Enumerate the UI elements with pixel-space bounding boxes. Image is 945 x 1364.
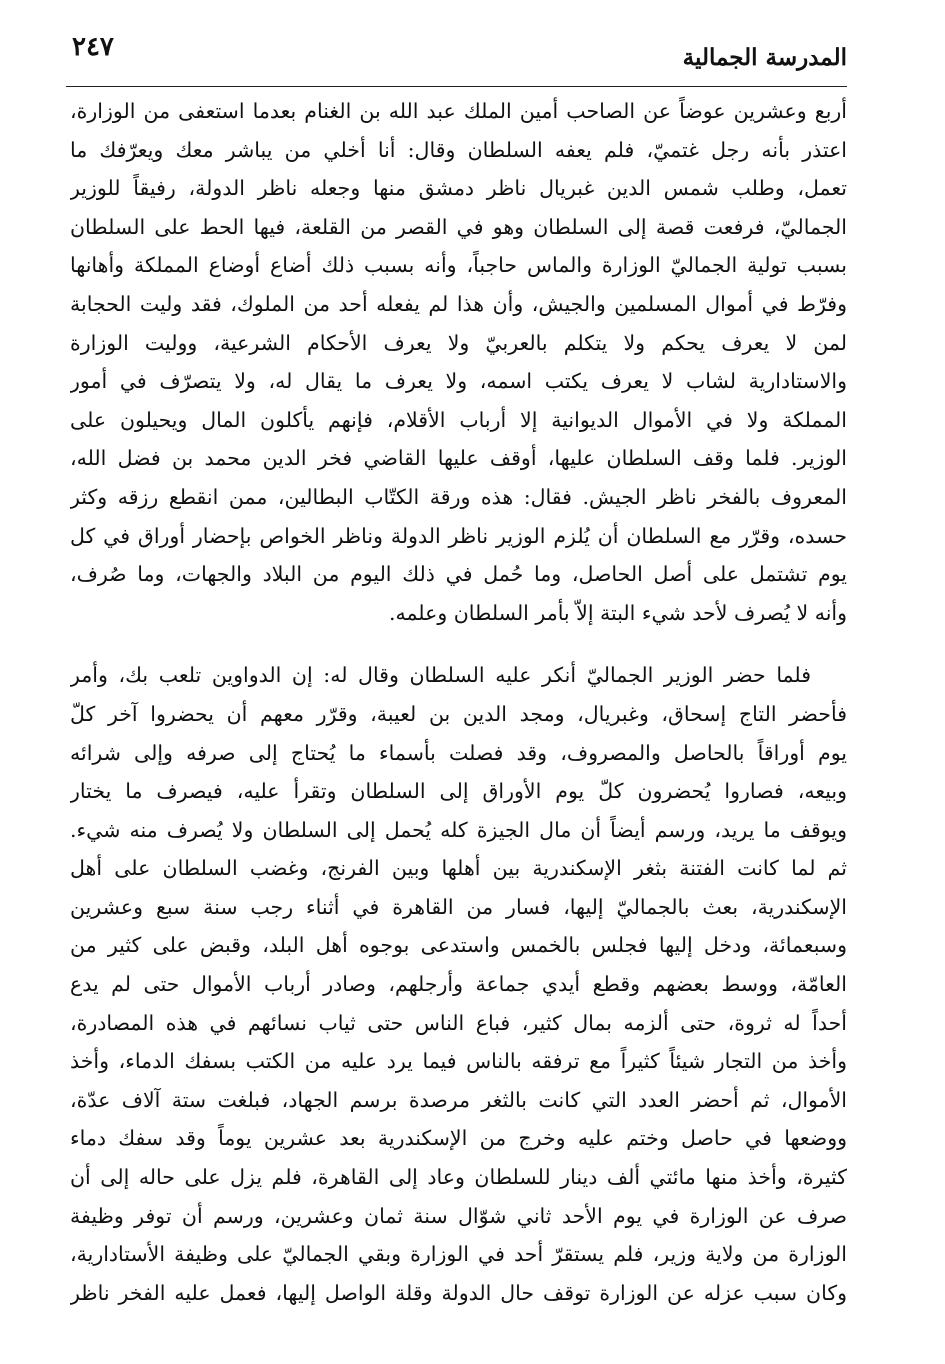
text-line: الجماليّ، فرفعت قصة إلى السلطان وهو في القصر من القلعة، فيها الحط على السلطان [70, 214, 847, 239]
paragraph-1 [70, 92, 847, 632]
text-line: صرف عن الوزارة في يوم الأحد ثاني شوّال سنة ثمان وعشرين، ورسم أن توفر وظيفة [70, 1203, 847, 1228]
text-line: فأحضر التاج إسحاق، وغبريال، ومجد الدين بن لعيبة، وقرّر معهم أن يحضروا آخر كلّ [70, 701, 847, 726]
text-line: وفرّط في أموال المسلمين والجيش، وأن هذا لم يفعله أحد من الملوك، فقد وليت الحجابة [70, 291, 847, 316]
text-line: أحداً له ثروة، حتى ألزمه بمال كثير، فباع الناس حتى ثياب نسائهم في هذه المصادرة، [70, 1010, 847, 1035]
text-line: ووضعها في حاصل وختم عليه وخرج من الإسكندرية بعد عشرين يوماً وقد سفك دماء [70, 1126, 847, 1151]
text-line: كثيرة، وأخذ منها مائتي ألف دينار للسلطان وعاد إلى القاهرة، فلم يزل على حاله إلى أن [70, 1165, 847, 1190]
text-line: وبيعه، فصاروا يُحضرون كلّ يوم الأوراق إلى السلطان وتقرأ عليه، فيصرف ما يختار [70, 779, 847, 804]
paragraph-gap [70, 632, 847, 656]
text-line: تعمل، وطلب شمس الدين غبريال ناظر دمشق منها وجعله ناظر الدولة، رفيقاً للوزير [70, 176, 847, 201]
text-line: يوم أوراقاً بالحاصل والمصروف، وقد فصلت بأسماء ما يُحتاج إلى صرفه وإلى شرائه [70, 740, 847, 765]
page-header [72, 26, 847, 76]
text-line: لمن لا يعرف يحكم ولا يتكلم بالعربيّ ولا يعرف الأحكام الشرعية، ووليت الوزارة [70, 330, 847, 355]
text-line: أربع وعشرين عوضاً عن الصاحب أمين الملك عبد الله بن الغنام بعدما استعفى من الوزارة، [70, 99, 847, 123]
text-line: المعروف بالفخر ناظر الجيش. فقال: هذه ورقة الكتّاب البطالين، ممن انقطع رزقه وكثر [70, 484, 847, 509]
text-line: اعتذر بأنه رجل غتميّ، فلم يعفه السلطان وقال: أنا أخلي من يباشر معك ويعرّفك ما [70, 137, 847, 162]
text-line: العامّة، ووسط بعضهم وقطع أيدي جماعة وأرجلهم، وصادر أرباب الأموال حتى لم يدع [70, 972, 847, 997]
text-line: والاستادارية لشاب لا يعرف يكتب اسمه، ولا يعرف ما يقال له، ولا يتصرّف في أمور [70, 369, 847, 394]
text-line: الوزارة من ولاية وزير، فلم يستقرّ أحد في الوزارة وبقي الجماليّ على وظيفة الأستادارية، [70, 1242, 847, 1267]
text-line: حسده، وقرّر مع السلطان أن يُلزم الوزير ناظر الدولة وناظر الخواص بإحضار أوراق في كل [70, 523, 847, 548]
text-line: فلما حضر الوزير الجماليّ أنكر عليه السلطان وقال له: إن الدواوين تلعب بك، وأمر [70, 663, 811, 688]
text-line: ثم لما كانت الفتنة بثغر الإسكندرية بين أهلها وبين الفرنج، وغضب السلطان على أهل [70, 856, 847, 881]
text-line: يوم تشتمل على أصل الحاصل، وما حُمل في ذلك اليوم من البلاد والجهات، وما صُرف، [70, 562, 847, 587]
paragraph-2 [70, 656, 847, 1312]
page-number: ٢٤٧ [72, 32, 114, 62]
text-line: وأخذ من التجار شيئاً كثيراً مع ترفقه بالناس فيما يرد عليه من الكتب بسفك الدماء، وأخذ [70, 1049, 847, 1074]
text-line: بسبب تولية الجماليّ الوزارة والماس حاجباً، وأنه بسبب ذلك أضاع أوضاع المملكة وأهانها [70, 253, 847, 278]
text-line: الوزير. فلما وقف السلطان عليها، أوقف عليها القاضي فخر الدين محمد بن فضل الله، [70, 446, 847, 471]
text-line: وكان سبب عزله عن الوزارة توقف حال الدولة وقلة الواصل إليها، فعمل عليه الفخر ناظر [70, 1280, 847, 1305]
text-line: الإسكندرية، بعث بالجماليّ إليها، فسار من القاهرة في أثناء رجب سنة سبع وعشرين [70, 894, 847, 919]
text-line: وسبعمائة، ودخل إليها فجلس بالخمس واستدعى بوجوه أهل البلد، وقبض على كثير من [70, 933, 847, 958]
header-rule [66, 86, 847, 87]
text-line: الأموال، ثم أحضر العدد التي كانت بالثغر مرصدة برسم الجهاد، فبلغت ستة آلاف عدّة، [70, 1087, 847, 1112]
running-title: المدرسة الجمالية [682, 44, 847, 71]
text-line: ويوقف ما يريد، ورسم أيضاً أن مال الجيزة كله يُحمل إلى السلطان ولا يُصرف منه شيء. [70, 817, 847, 842]
text-line: وأنه لا يُصرف لأحد شيء البتة إلاّ بأمر السلطان وعلمه. [388, 600, 847, 625]
text-line: المملكة ولا في الأموال الديوانية إلا أرباب الأقلام، فإنهم يأكلون المال ويحيلون على [70, 407, 847, 432]
body-text [70, 92, 847, 1312]
